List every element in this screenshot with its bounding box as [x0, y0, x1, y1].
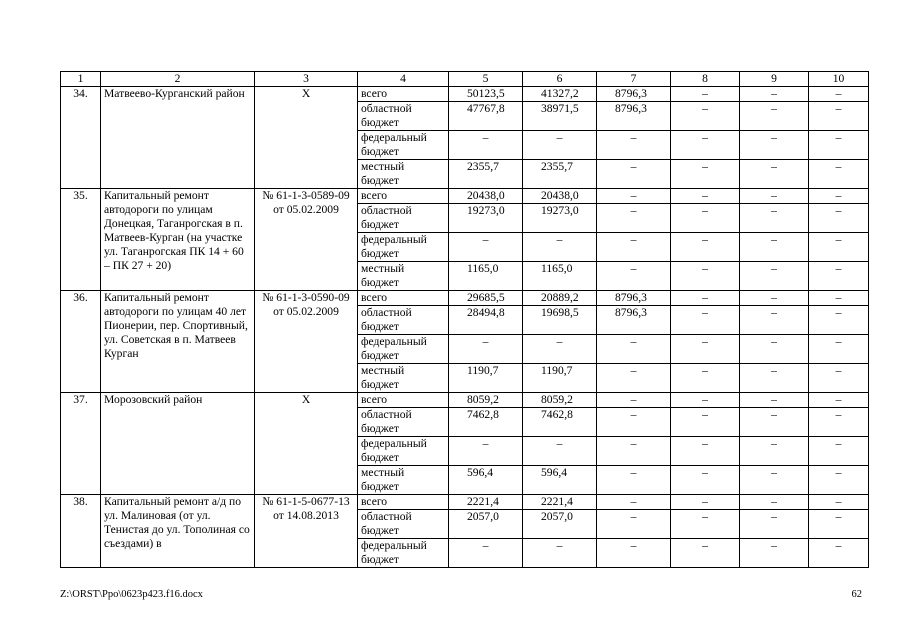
value-cell	[449, 189, 523, 204]
value-text: 29685,5	[467, 291, 505, 304]
value-text: 2355,7	[541, 160, 573, 173]
value-cell	[449, 102, 523, 131]
file-path: Z:\ORST\Ppo\0623p423.f16.docx	[60, 589, 203, 600]
value-text: 47767,8	[467, 102, 505, 115]
value-cell: –	[740, 495, 809, 510]
value-cell: –	[740, 189, 809, 204]
value-cell: –	[523, 437, 597, 466]
object-reference: № 61-1-3-0590-09 от 05.02.2009	[255, 291, 358, 393]
value-cell	[449, 364, 523, 393]
value-cell: –	[671, 335, 740, 364]
value-cell: –	[671, 131, 740, 160]
value-text: 1165,0	[467, 262, 499, 275]
value-text: 7462,8	[541, 408, 573, 421]
object-name: Морозовский район	[101, 393, 255, 495]
funding-source: местный бюджет	[358, 262, 449, 291]
value-cell	[523, 393, 597, 408]
value-cell: –	[809, 87, 869, 102]
value-cell	[523, 189, 597, 204]
value-cell	[597, 306, 671, 335]
value-cell	[523, 262, 597, 291]
object-reference: № 61-1-5-0677-13 от 14.08.2013	[255, 495, 358, 568]
value-cell	[449, 510, 523, 539]
value-text: 20889,2	[541, 291, 579, 304]
value-text: 19698,5	[541, 306, 579, 319]
value-cell: –	[597, 510, 671, 539]
object-reference: Х	[255, 87, 358, 189]
table-row	[61, 87, 869, 102]
object-reference: № 61-1-3-0589-09 от 05.02.2009	[255, 189, 358, 291]
value-cell: –	[809, 335, 869, 364]
header-cell: 8	[671, 72, 740, 87]
funding-source: федеральный бюджет	[358, 233, 449, 262]
value-cell	[523, 291, 597, 306]
value-cell: –	[809, 262, 869, 291]
value-text: 2221,4	[467, 495, 499, 508]
value-cell: –	[809, 437, 869, 466]
value-cell: –	[671, 437, 740, 466]
value-cell	[523, 160, 597, 189]
value-text: 7462,8	[467, 408, 499, 421]
value-text: 8796,3	[615, 306, 647, 319]
value-text: 2057,0	[467, 510, 499, 523]
value-cell: –	[740, 160, 809, 189]
value-cell	[523, 495, 597, 510]
row-number: 37.	[61, 393, 101, 495]
value-cell: –	[740, 262, 809, 291]
value-cell	[597, 87, 671, 102]
table-row	[61, 495, 869, 510]
value-text: 19273,0	[467, 204, 505, 217]
value-text: 8059,2	[541, 393, 573, 406]
value-text: 596,4	[541, 466, 568, 479]
value-cell: –	[809, 539, 869, 568]
value-text: 19273,0	[541, 204, 579, 217]
value-cell: –	[809, 306, 869, 335]
funding-source: всего	[358, 393, 449, 408]
value-cell	[449, 204, 523, 233]
page-number: 62	[851, 589, 862, 600]
funding-source: всего	[358, 87, 449, 102]
header-cell: 4	[358, 72, 449, 87]
value-cell: –	[809, 408, 869, 437]
funding-source: областной бюджет	[358, 408, 449, 437]
value-cell: –	[809, 495, 869, 510]
value-text: 1190,7	[467, 364, 499, 377]
value-cell: –	[809, 160, 869, 189]
value-cell: –	[740, 335, 809, 364]
header-cell: 5	[449, 72, 523, 87]
value-text: 1190,7	[541, 364, 573, 377]
value-cell: –	[449, 437, 523, 466]
value-cell: –	[597, 466, 671, 495]
value-text: 20438,0	[541, 189, 579, 202]
header-cell: 6	[523, 72, 597, 87]
funding-source: областной бюджет	[358, 510, 449, 539]
object-name: Капитальный ремонт автодороги по улицам 40 лет Пионерии, пер. Спортивный, ул. Советская в п. Матвеев Курган	[101, 291, 255, 393]
table-row	[61, 393, 869, 408]
value-cell: –	[740, 408, 809, 437]
value-cell: –	[809, 204, 869, 233]
value-cell: –	[671, 495, 740, 510]
value-text: 38971,5	[541, 102, 579, 115]
value-cell: –	[523, 131, 597, 160]
header-cell: 9	[740, 72, 809, 87]
value-cell: –	[671, 262, 740, 291]
value-text: 8796,3	[615, 87, 647, 100]
value-cell: –	[597, 160, 671, 189]
table-row	[61, 189, 869, 204]
value-cell: –	[740, 233, 809, 262]
row-number: 34.	[61, 87, 101, 189]
value-text: 1165,0	[541, 262, 573, 275]
value-cell: –	[523, 233, 597, 262]
value-text: 2355,7	[467, 160, 499, 173]
value-cell: –	[809, 466, 869, 495]
value-cell: –	[597, 364, 671, 393]
value-text: 41327,2	[541, 87, 579, 100]
document-page	[60, 71, 868, 568]
value-cell: –	[740, 364, 809, 393]
funding-source: всего	[358, 291, 449, 306]
value-cell: –	[809, 233, 869, 262]
value-cell: –	[671, 233, 740, 262]
value-cell: –	[809, 364, 869, 393]
value-cell	[449, 291, 523, 306]
value-cell: –	[671, 539, 740, 568]
header-cell: 7	[597, 72, 671, 87]
value-cell: –	[740, 393, 809, 408]
funding-source: областной бюджет	[358, 204, 449, 233]
value-cell: –	[597, 131, 671, 160]
row-number: 35.	[61, 189, 101, 291]
value-cell	[523, 102, 597, 131]
value-cell: –	[597, 262, 671, 291]
value-cell: –	[740, 539, 809, 568]
value-text: 2221,4	[541, 495, 573, 508]
value-cell: –	[740, 131, 809, 160]
funding-source: федеральный бюджет	[358, 335, 449, 364]
funding-source: областной бюджет	[358, 306, 449, 335]
value-cell: –	[740, 204, 809, 233]
value-cell: –	[671, 466, 740, 495]
object-name: Капитальный ремонт а/д по ул. Малиновая (от ул. Тенистая до ул. Тополиная со съездами) в	[101, 495, 255, 568]
value-cell: –	[809, 131, 869, 160]
table-body	[61, 87, 869, 568]
funding-source: всего	[358, 189, 449, 204]
value-cell: –	[740, 306, 809, 335]
value-cell: –	[671, 102, 740, 131]
value-cell: –	[740, 466, 809, 495]
header-cell: 1	[61, 72, 101, 87]
value-cell: –	[597, 408, 671, 437]
funding-source: областной бюджет	[358, 102, 449, 131]
value-text: 8796,3	[615, 291, 647, 304]
value-cell: –	[671, 510, 740, 539]
funding-source: всего	[358, 495, 449, 510]
header-cell: 10	[809, 72, 869, 87]
value-cell: –	[671, 408, 740, 437]
value-text: 20438,0	[467, 189, 505, 202]
value-cell: –	[740, 87, 809, 102]
value-cell	[449, 495, 523, 510]
value-cell: –	[597, 335, 671, 364]
value-text: 50123,5	[467, 87, 505, 100]
value-cell: –	[449, 539, 523, 568]
value-text: 2057,0	[541, 510, 573, 523]
funding-source: федеральный бюджет	[358, 539, 449, 568]
value-cell: –	[597, 189, 671, 204]
funding-source: федеральный бюджет	[358, 131, 449, 160]
budget-table	[60, 71, 869, 568]
value-cell: –	[809, 393, 869, 408]
header-cell: 2	[101, 72, 255, 87]
value-cell: –	[597, 393, 671, 408]
value-cell	[449, 466, 523, 495]
value-cell	[449, 87, 523, 102]
value-cell: –	[597, 437, 671, 466]
funding-source: федеральный бюджет	[358, 437, 449, 466]
header-cell: 3	[255, 72, 358, 87]
value-text: 8059,2	[467, 393, 499, 406]
value-cell: –	[740, 102, 809, 131]
value-cell: –	[809, 291, 869, 306]
object-name: Матвеево-Курганский район	[101, 87, 255, 189]
value-cell	[523, 306, 597, 335]
value-cell	[523, 510, 597, 539]
value-cell: –	[740, 437, 809, 466]
value-text: 596,4	[467, 466, 494, 479]
value-cell: –	[597, 539, 671, 568]
value-cell: –	[597, 204, 671, 233]
value-cell: –	[671, 87, 740, 102]
value-text: 28494,8	[467, 306, 505, 319]
value-cell: –	[671, 393, 740, 408]
value-cell: –	[449, 131, 523, 160]
value-cell: –	[671, 364, 740, 393]
value-cell	[523, 87, 597, 102]
object-name: Капитальный ремонт автодороги по улицам Донецкая, Таганрогская в п. Матвеев-Курган (на участке ул. Таганрогская ПК 14 + 60 – ПК 27 + 20)	[101, 189, 255, 291]
row-number: 36.	[61, 291, 101, 393]
value-cell	[597, 291, 671, 306]
value-cell	[597, 102, 671, 131]
value-cell: –	[809, 102, 869, 131]
object-reference: Х	[255, 393, 358, 495]
table-row	[61, 291, 869, 306]
value-cell: –	[523, 539, 597, 568]
value-cell	[449, 160, 523, 189]
value-cell	[523, 364, 597, 393]
funding-source: местный бюджет	[358, 364, 449, 393]
table-header-row	[61, 72, 869, 87]
value-cell: –	[671, 204, 740, 233]
value-cell	[449, 262, 523, 291]
value-cell	[449, 306, 523, 335]
value-cell: –	[449, 233, 523, 262]
value-cell: –	[671, 160, 740, 189]
value-cell	[523, 408, 597, 437]
value-cell	[523, 466, 597, 495]
value-cell: –	[671, 306, 740, 335]
value-cell: –	[809, 189, 869, 204]
funding-source: местный бюджет	[358, 160, 449, 189]
funding-source: местный бюджет	[358, 466, 449, 495]
row-number: 38.	[61, 495, 101, 568]
value-cell: –	[597, 233, 671, 262]
value-text: 8796,3	[615, 102, 647, 115]
value-cell	[523, 204, 597, 233]
value-cell: –	[740, 291, 809, 306]
value-cell: –	[740, 510, 809, 539]
value-cell: –	[449, 335, 523, 364]
value-cell: –	[523, 335, 597, 364]
value-cell	[449, 393, 523, 408]
value-cell: –	[671, 189, 740, 204]
value-cell	[449, 408, 523, 437]
value-cell: –	[809, 510, 869, 539]
value-cell: –	[597, 495, 671, 510]
value-cell: –	[671, 291, 740, 306]
